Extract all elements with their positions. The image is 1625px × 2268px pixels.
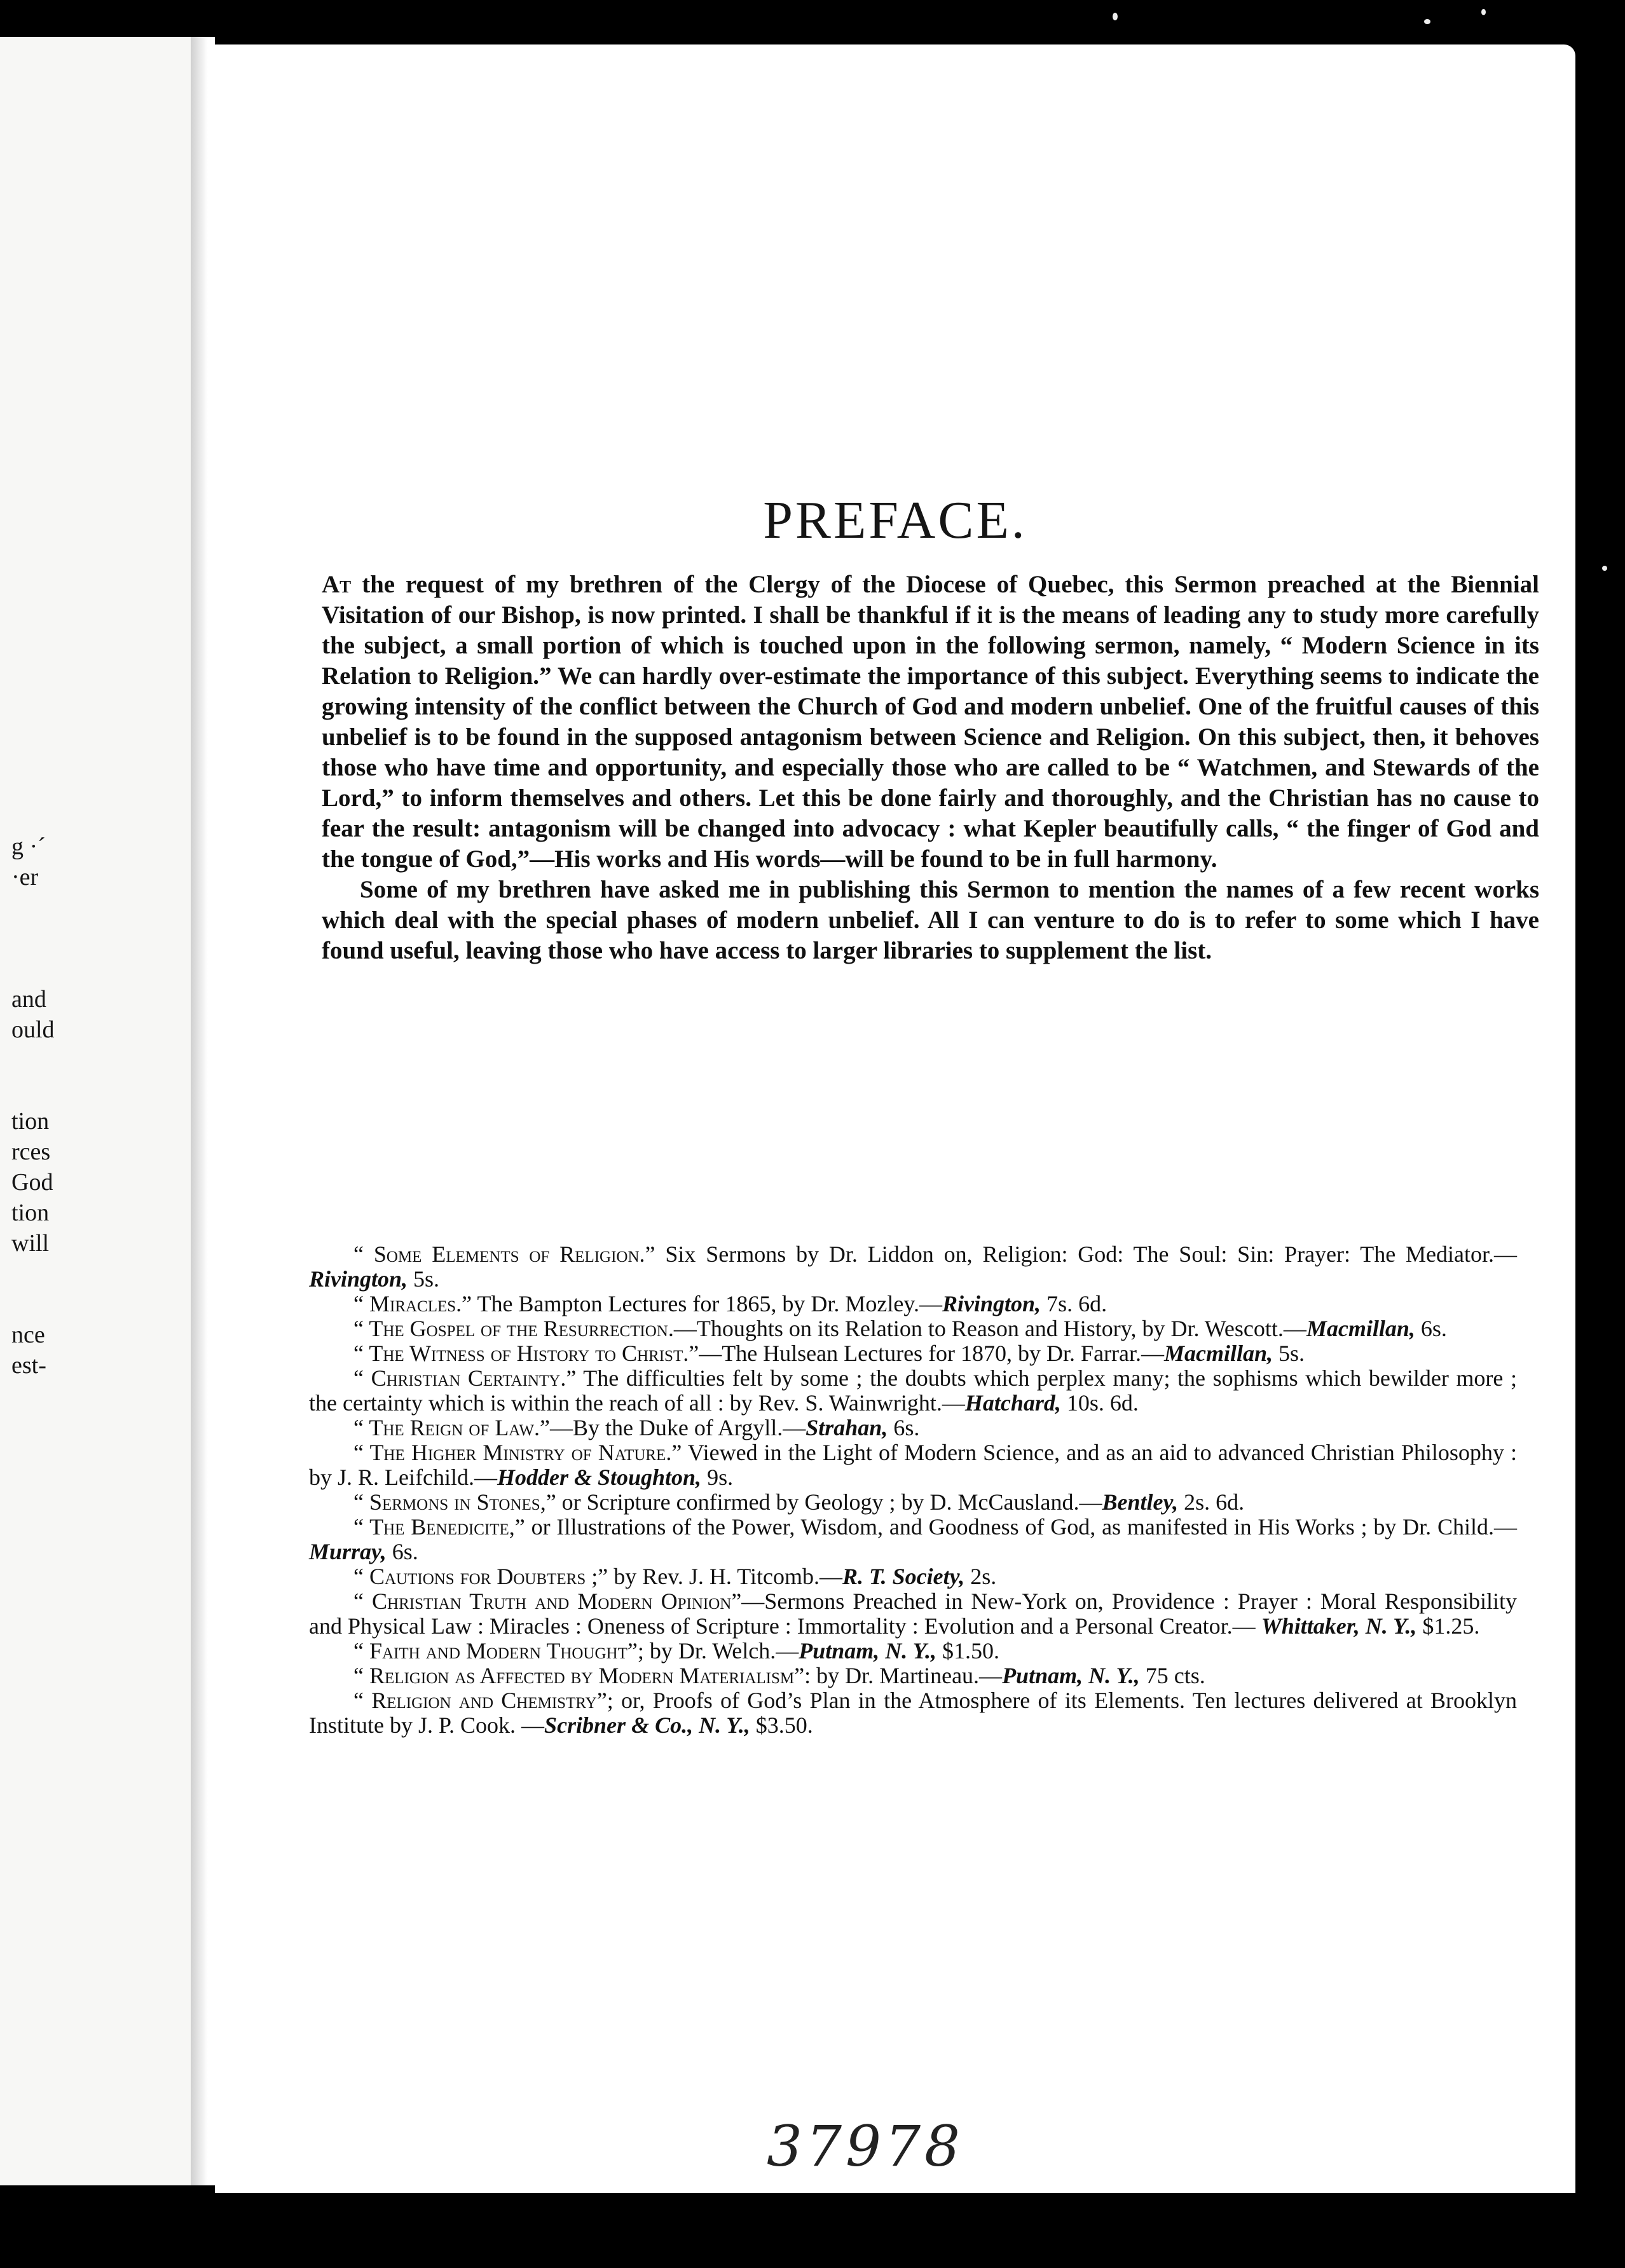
- reference-text: Viewed in the Light of Modern Science, and as an aid to advanced Christian Philosophy : by J. R. Leifchild.—: [309, 1440, 1517, 1490]
- scan-speck: [1424, 19, 1430, 24]
- reference-entry: [309, 1440, 1517, 1490]
- reference-title: “ The Benedicite,”: [353, 1514, 525, 1540]
- handwritten-catalog-number: 37978: [767, 2114, 964, 2179]
- reference-price: 5s.: [408, 1266, 440, 1292]
- reference-entry: [309, 1639, 1517, 1663]
- reference-entry: [309, 1316, 1517, 1341]
- reference-text: ; or, Proofs of God’s Plan in the Atmosphere of its Elements. Ten lectures delivered at Brooklyn Institute by J. P. Cook. —: [309, 1688, 1517, 1738]
- reference-title: “ Religion as Affected by Modern Materialism”: [353, 1663, 805, 1688]
- reference-title: “ Miracles.”: [353, 1291, 472, 1316]
- facing-page-edge: [0, 37, 193, 2185]
- reference-entry: [309, 1366, 1517, 1416]
- reference-price: 6s.: [888, 1415, 920, 1440]
- reference-publisher: Putnam, N. Y.,: [1002, 1663, 1140, 1688]
- reference-title: “ Some Elements of Religion.”: [353, 1241, 655, 1267]
- paragraph: [322, 875, 1539, 966]
- reference-publisher: Hatchard,: [964, 1390, 1061, 1416]
- reference-text: —By the Duke of Argyll.—: [549, 1415, 806, 1440]
- reference-entry: [309, 1341, 1517, 1366]
- paragraph: [322, 570, 1539, 875]
- reference-price: $3.50.: [750, 1712, 813, 1738]
- fragment-line: tion: [11, 1199, 50, 1226]
- reference-entry: [309, 1515, 1517, 1564]
- reference-title: “ The Witness of History to Christ.”: [353, 1341, 699, 1366]
- fragment-line: and: [11, 986, 46, 1013]
- reference-title: “ Sermons in Stones,”: [353, 1489, 556, 1515]
- reference-publisher: Putnam, N. Y.,: [799, 1638, 936, 1663]
- reference-title: “ Cautions for Doubters ;”: [353, 1564, 608, 1589]
- reference-publisher: Bentley,: [1102, 1489, 1179, 1515]
- reference-entry: [309, 1663, 1517, 1688]
- reference-publisher: Hodder & Stoughton,: [497, 1465, 702, 1490]
- reference-price: 6s.: [1415, 1316, 1447, 1341]
- fragment-line: g ·´: [11, 833, 46, 860]
- reference-text: : by Dr. Martineau.—: [804, 1663, 1003, 1688]
- reference-publisher: Strahan,: [806, 1415, 888, 1440]
- paragraph-lead: At: [322, 571, 352, 598]
- reference-text: Six Sermons by Dr. Liddon on, Religion: God: The Soul: Sin: Prayer: The Mediator.—: [655, 1241, 1517, 1267]
- paragraph-text: the request of my brethren of the Clergy of the Diocese of Quebec, this Sermon preached at the Biennial Visitation of our Bishop, is now printed. I shall be thankful if it is the means of leading any to study more carefully the subject, a small portion of which is touched upon in the following sermon, namely, “ Modern Science in its Relation to Religion.” We can hardly over-estimate the importance of this subject. Everything seems to indicate the growing intensity of the conflict between the Church of God and modern unbelief. One of the fruitful causes of this unbelief is to be found in the supposed antagonism between Science and Religion. On this subject, then, it behoves those who have time and opportunity, and especially those who are called to be “ Watchmen, and Stewards of the Lord,” to inform themselves and others. Let this be done fairly and thoroughly, and the Christian has no cause to fear the result: antagonism will be changed into advocacy : what Kepler beautifully calls, “ the finger of God and the tongue of God,”—His works and His words—will be found to be in full harmony.: [322, 571, 1539, 873]
- reference-text: —Thoughts on its Relation to Reason and History, by Dr. Wescott.—: [673, 1316, 1306, 1341]
- fragment-line: ·er: [11, 864, 39, 891]
- facing-page-fragments: [11, 831, 55, 1381]
- scan-speck: [1113, 13, 1118, 20]
- preface-body: [322, 570, 1539, 966]
- reference-title: “ Faith and Modern Thought”: [353, 1638, 638, 1663]
- reference-publisher: R. T. Society,: [842, 1564, 965, 1589]
- reference-title: “ Christian Certainty.”: [353, 1365, 577, 1391]
- reference-publisher: Whittaker, N. Y.,: [1261, 1613, 1417, 1639]
- fragment-line: ould: [11, 1016, 55, 1043]
- reference-title: “ Religion and Chemistry”: [353, 1688, 607, 1713]
- reference-title: “ The Gospel of the Resurrection.: [353, 1316, 674, 1341]
- reference-price: 5s.: [1273, 1341, 1305, 1366]
- fragment-line: [11, 1259, 55, 1289]
- fragment-line: [11, 1045, 55, 1076]
- fragment-line: will: [11, 1230, 50, 1257]
- reference-title: “ The Reign of Law.”: [353, 1415, 550, 1440]
- reference-entry: [309, 1564, 1517, 1589]
- reference-price: 2s.: [964, 1564, 997, 1589]
- fragment-line: nce: [11, 1322, 45, 1348]
- reference-publisher: Rivington,: [942, 1291, 1041, 1316]
- reference-price: 9s.: [701, 1465, 734, 1490]
- reference-publisher: Macmillan,: [1306, 1316, 1415, 1341]
- reference-publisher: Scribner & Co., N. Y.,: [544, 1712, 750, 1738]
- reference-entry: [309, 1490, 1517, 1515]
- reference-list: [309, 1242, 1517, 1738]
- page-title: PREFACE.: [763, 491, 1027, 550]
- reference-price: $1.25.: [1416, 1613, 1480, 1639]
- fragment-line: tion: [11, 1108, 50, 1135]
- reference-title: “ Christian Truth and Modern Opinion”: [353, 1588, 742, 1614]
- fragment-line: [11, 1289, 55, 1320]
- reference-price: $1.50.: [936, 1638, 999, 1663]
- reference-text: by Rev. J. H. Titcomb.—: [608, 1564, 842, 1589]
- reference-text: —Sermons Preached in New-York on, Providence : Prayer : Moral Responsibility and Physical Law : Miracles : Oneness of Scripture : Immortality : Evolution and a Personal Creator.—: [309, 1588, 1517, 1639]
- reference-price: 2s. 6d.: [1178, 1489, 1245, 1515]
- fragment-line: [11, 892, 55, 923]
- reference-price: 7s. 6d.: [1041, 1291, 1107, 1316]
- reference-text: ; by Dr. Welch.—: [637, 1638, 799, 1663]
- reference-publisher: Macmillan,: [1164, 1341, 1273, 1366]
- reference-text: or Illustrations of the Power, Wisdom, and Goodness of God, as manifested in His Works ; by Dr. Child.—: [525, 1514, 1517, 1540]
- reference-entry: [309, 1292, 1517, 1316]
- reference-title: “ The Higher Ministry of Nature.”: [353, 1440, 682, 1465]
- reference-publisher: Rivington,: [309, 1266, 408, 1292]
- reference-text: The Bampton Lectures for 1865, by Dr. Mozley.—: [472, 1291, 943, 1316]
- reference-publisher: Murray,: [309, 1539, 387, 1564]
- book-gutter: [191, 37, 215, 2185]
- paragraph-text: Some of my brethren have asked me in publishing this Sermon to mention the names of a few recent works which deal with the special phases of modern unbelief. All I can venture to do is to refer to some which I have found useful, leaving those who have access to larger libraries to supplement the list.: [322, 876, 1539, 964]
- fragment-line: rces: [11, 1138, 51, 1165]
- reference-text: or Scripture confirmed by Geology ; by D. McCausland.—: [556, 1489, 1102, 1515]
- fragment-line: [11, 1076, 55, 1106]
- reference-entry: [309, 1242, 1517, 1292]
- fragment-line: est-: [11, 1352, 46, 1379]
- scan-speck: [1481, 9, 1486, 15]
- fragment-line: God: [11, 1169, 53, 1196]
- reference-price: 6s.: [386, 1539, 418, 1564]
- reference-price: 10s. 6d.: [1060, 1390, 1139, 1416]
- reference-price: 75 cts.: [1139, 1663, 1205, 1688]
- reference-text: —The Hulsean Lectures for 1870, by Dr. Farrar.—: [699, 1341, 1164, 1366]
- preface-page: [215, 44, 1575, 2193]
- reference-entry: [309, 1688, 1517, 1738]
- fragment-line: [11, 953, 55, 984]
- reference-entry: [309, 1589, 1517, 1639]
- reference-text: The difficulties felt by some ; the doubts which perplex many; the sophisms which bewilder more ; the certainty which is within the reach of all : by Rev. S. Wainwright.—: [309, 1365, 1517, 1416]
- fragment-line: [11, 923, 55, 953]
- scan-speck: [1602, 566, 1607, 571]
- reference-entry: [309, 1416, 1517, 1440]
